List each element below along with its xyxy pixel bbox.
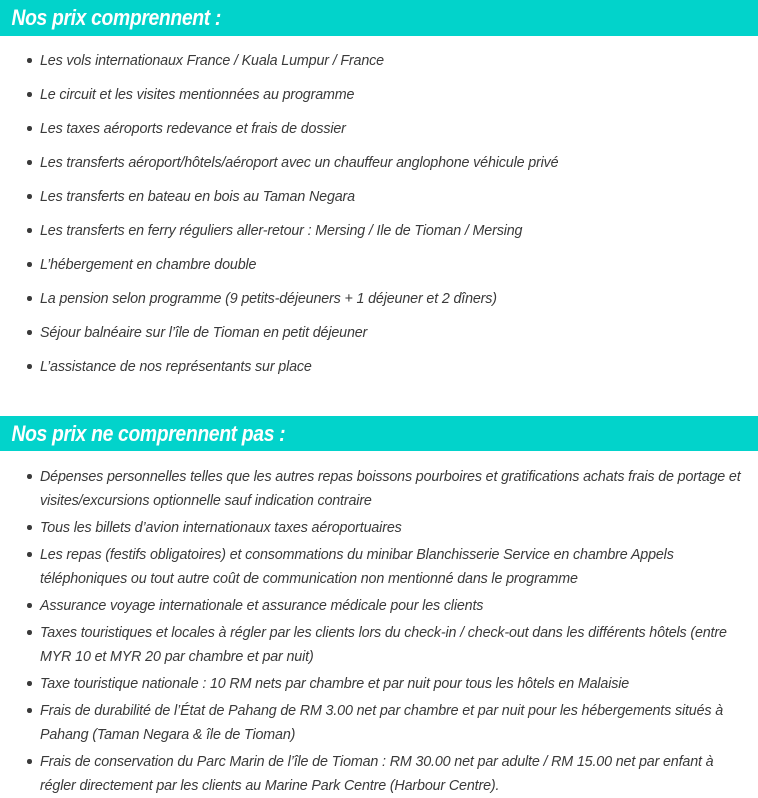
list-item <box>0 750 758 798</box>
bullet-icon <box>27 262 32 267</box>
bullet-icon <box>27 364 32 369</box>
bullet-icon <box>27 296 32 301</box>
list-item-text: Tous les billets d’avion internationaux taxes aéroportuaires <box>40 520 402 536</box>
list-item <box>0 594 758 618</box>
list-item-text: Frais de conservation du Parc Marin de l’île de Tioman : RM 30.00 net par adulte / RM 15.00 net par enfant à régler directement par les clients au Marine Park Centre (Harbour Centre). <box>40 754 714 794</box>
bullet-icon <box>27 552 32 557</box>
bullet-icon <box>27 759 32 764</box>
bullet-icon <box>27 525 32 530</box>
list-item-text: Séjour balnéaire sur l’île de Tioman en petit déjeuner <box>40 325 368 341</box>
bullet-icon <box>27 630 32 635</box>
bullet-icon <box>27 228 32 233</box>
banner-excluded <box>0 416 758 451</box>
list-item <box>0 321 758 345</box>
list-item <box>0 185 758 209</box>
bullet-icon <box>27 603 32 608</box>
list-item-text: Le circuit et les visites mentionnées au programme <box>40 87 355 103</box>
list-item-text: Dépenses personnelles telles que les autres repas boissons pourboires et gratifications achats frais de portage et visites/excursions optionnelle sauf indication contraire <box>40 469 741 509</box>
list-item-text: La pension selon programme (9 petits-déjeuners + 1 déjeuner et 2 dîners) <box>40 291 497 307</box>
list-item <box>0 516 758 540</box>
list-item <box>0 253 758 277</box>
list-item <box>0 543 758 591</box>
bullet-icon <box>27 474 32 479</box>
section-included <box>0 0 758 379</box>
bullet-icon <box>27 92 32 97</box>
section-excluded-heading: Nos prix ne comprennent pas : <box>11 420 286 446</box>
bullet-icon <box>27 126 32 131</box>
list-item-text: Assurance voyage internationale et assurance médicale pour les clients <box>40 598 484 614</box>
list-item <box>0 219 758 243</box>
list-item <box>0 117 758 141</box>
list-item <box>0 672 758 696</box>
list-item-text: Les transferts aéroport/hôtels/aéroport avec un chauffeur anglophone véhicule privé <box>40 155 559 171</box>
list-item-text: L’assistance de nos représentants sur place <box>40 359 312 375</box>
list-item-text: Taxe touristique nationale : 10 RM nets par chambre et par nuit pour tous les hôtels en Malaisie <box>40 676 630 692</box>
excluded-list <box>0 451 758 798</box>
bullet-icon <box>27 194 32 199</box>
section-included-heading: Nos prix comprennent : <box>11 5 221 30</box>
list-item-text: Taxes touristiques et locales à régler par les clients lors du check-in / check-out dans les différents hôtels (entre MYR 10 et MYR 20 par chambre et par nuit) <box>40 625 727 665</box>
list-item-text: Frais de durabilité de l’État de Pahang de RM 3.00 net par chambre et par nuit pour les hébergements situés à Pahang (Taman Negara & île de Tioman) <box>40 703 724 743</box>
list-item-text: Les taxes aéroports redevance et frais de dossier <box>40 121 346 137</box>
list-item <box>0 699 758 747</box>
list-item-text: Les transferts en ferry réguliers aller-retour : Mersing / Ile de Tioman / Mersing <box>40 223 523 239</box>
list-item-text: Les transferts en bateau en bois au Taman Negara <box>40 189 355 205</box>
bullet-icon <box>27 160 32 165</box>
bullet-icon <box>27 708 32 713</box>
banner-included <box>0 0 758 36</box>
list-item <box>0 49 758 73</box>
list-item <box>0 355 758 379</box>
list-item <box>0 465 758 513</box>
list-item <box>0 151 758 175</box>
list-item-text: Les repas (festifs obligatoires) et consommations du minibar Blanchisserie Service en chambre Appels téléphoniques ou tout autre coût de communication non mentionné dans le programme <box>40 547 674 587</box>
bullet-icon <box>27 681 32 686</box>
list-item-text: L’hébergement en chambre double <box>40 257 257 273</box>
section-spacer <box>0 389 758 416</box>
list-item <box>0 287 758 311</box>
list-item <box>0 83 758 107</box>
section-excluded <box>0 416 758 798</box>
bullet-icon <box>27 330 32 335</box>
included-list <box>0 36 758 379</box>
list-item <box>0 621 758 669</box>
list-item-text: Les vols internationaux France / Kuala Lumpur / France <box>40 53 384 69</box>
bullet-icon <box>27 58 32 63</box>
